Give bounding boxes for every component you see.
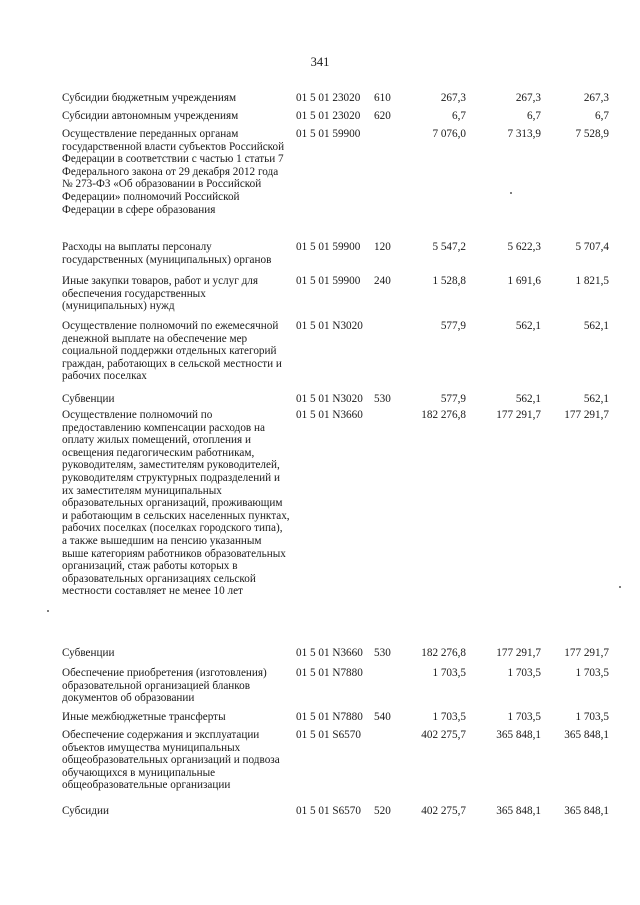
row-name: Субсидии автономным учреждениям — [62, 110, 239, 122]
row-code: 01 5 01 N3660 — [296, 409, 363, 421]
row-value-1: 6,7 — [452, 110, 466, 122]
row-value-1: 577,9 — [440, 393, 466, 405]
row-name: Расходы на выплаты персоналу государственных (муниципальных) органов — [62, 241, 272, 266]
row-value-3: 177 291,7 — [564, 647, 609, 659]
row-name: Осуществление полномочий по предоставлению компенсации расходов на оплату жилых помещений, отопления и освещения педагогическим работникам, руководителям, заместителям руководителей, руководителям структурных подразделений и их заместителям муниципальных образовательных организаций, проживающим и работающим в сельских населенных пунктах, рабочих поселках (поселках городского типа), а также вышедшим на пенсию указанным выше категориям работников образовательных организаций, стаж работы которых в образовательных организациях сельской местности составляет не менее 10 лет — [62, 409, 290, 598]
row-value-2: 7 313,9 — [507, 128, 541, 140]
row-code: 01 5 01 59900 — [296, 128, 361, 140]
row-value-2: 562,1 — [515, 393, 541, 405]
row-value-2: 365 848,1 — [496, 805, 541, 817]
row-value-3: 562,1 — [583, 320, 609, 332]
row-vr: 540 — [374, 711, 391, 723]
row-value-2: 177 291,7 — [496, 409, 541, 421]
row-name: Субвенции — [62, 647, 115, 659]
row-value-3: 365 848,1 — [564, 729, 609, 741]
row-code: 01 5 01 59900 — [296, 241, 361, 253]
row-vr: 520 — [374, 805, 391, 817]
row-value-3: 1 703,5 — [575, 667, 609, 679]
row-code: 01 5 01 S6570 — [296, 729, 361, 741]
row-code: 01 5 01 N7880 — [296, 711, 363, 723]
row-name: Обеспечение содержания и эксплуатации объектов имущества муниципальных общеобразовательных организаций и подвоза обучающихся в муниципальные общеобразовательные организации — [62, 729, 280, 792]
scan-speck — [47, 610, 49, 612]
row-value-1: 182 276,8 — [421, 647, 466, 659]
row-value-1: 1 528,8 — [432, 275, 466, 287]
row-code: 01 5 01 N3020 — [296, 393, 363, 405]
row-value-1: 267,3 — [440, 92, 466, 104]
row-name: Субвенции — [62, 393, 115, 405]
row-value-1: 1 703,5 — [432, 711, 466, 723]
page-number: 341 — [310, 55, 330, 69]
row-value-1: 402 275,7 — [421, 805, 466, 817]
row-vr: 530 — [374, 647, 391, 659]
row-value-2: 562,1 — [515, 320, 541, 332]
row-value-2: 365 848,1 — [496, 729, 541, 741]
row-value-2: 267,3 — [515, 92, 541, 104]
row-value-1: 182 276,8 — [421, 409, 466, 421]
row-value-1: 7 076,0 — [432, 128, 466, 140]
row-value-2: 1 691,6 — [507, 275, 541, 287]
row-code: 01 5 01 N7880 — [296, 667, 363, 679]
row-value-3: 562,1 — [583, 393, 609, 405]
row-value-1: 577,9 — [440, 320, 466, 332]
row-name: Иные закупки товаров, работ и услуг для обеспечения государственных (муниципальных) нужд — [62, 275, 259, 313]
row-name: Субсидии бюджетным учреждениям — [62, 92, 237, 104]
row-value-3: 1 821,5 — [575, 275, 609, 287]
row-value-3: 1 703,5 — [575, 711, 609, 723]
row-value-2: 1 703,5 — [507, 667, 541, 679]
row-vr: 530 — [374, 393, 391, 405]
row-value-1: 1 703,5 — [432, 667, 466, 679]
row-vr: 610 — [374, 92, 391, 104]
row-value-3: 7 528,9 — [575, 128, 609, 140]
row-value-2: 1 703,5 — [507, 711, 541, 723]
row-code: 01 5 01 N3660 — [296, 647, 363, 659]
row-value-2: 177 291,7 — [496, 647, 541, 659]
row-code: 01 5 01 S6570 — [296, 805, 361, 817]
row-vr: 120 — [374, 241, 391, 253]
row-value-3: 5 707,4 — [575, 241, 609, 253]
row-value-1: 5 547,2 — [432, 241, 466, 253]
row-name: Осуществление переданных органам государственной власти субъектов Российской Федерации в соответствии с частью 1 статьи 7 Федерального закона от 29 декабря 2012 года № 273-ФЗ «Об образовании в Российской Федерации» полномочий Российской Федерации в сфере образования — [62, 128, 285, 216]
row-code: 01 5 01 59900 — [296, 275, 361, 287]
row-value-3: 6,7 — [595, 110, 609, 122]
row-code: 01 5 01 N3020 — [296, 320, 363, 332]
row-value-1: 402 275,7 — [421, 729, 466, 741]
row-name: Осуществление полномочий по ежемесячной денежной выплате на обеспечение мер социальной поддержки отдельных категорий граждан, работающих в сельской местности и рабочих поселках — [62, 320, 282, 383]
row-value-3: 177 291,7 — [564, 409, 609, 421]
row-code: 01 5 01 23020 — [296, 110, 361, 122]
row-value-3: 365 848,1 — [564, 805, 609, 817]
row-value-2: 5 622,3 — [507, 241, 541, 253]
scan-speck — [619, 586, 621, 588]
row-name: Обеспечение приобретения (изготовления) образовательной организацией бланков документов об образовании — [62, 667, 267, 705]
row-code: 01 5 01 23020 — [296, 92, 361, 104]
row-vr: 620 — [374, 110, 391, 122]
scan-speck — [510, 192, 512, 194]
row-value-3: 267,3 — [583, 92, 609, 104]
row-name: Субсидии — [62, 805, 109, 817]
row-vr: 240 — [374, 275, 391, 287]
row-name: Иные межбюджетные трансферты — [62, 711, 226, 723]
row-value-2: 6,7 — [527, 110, 541, 122]
